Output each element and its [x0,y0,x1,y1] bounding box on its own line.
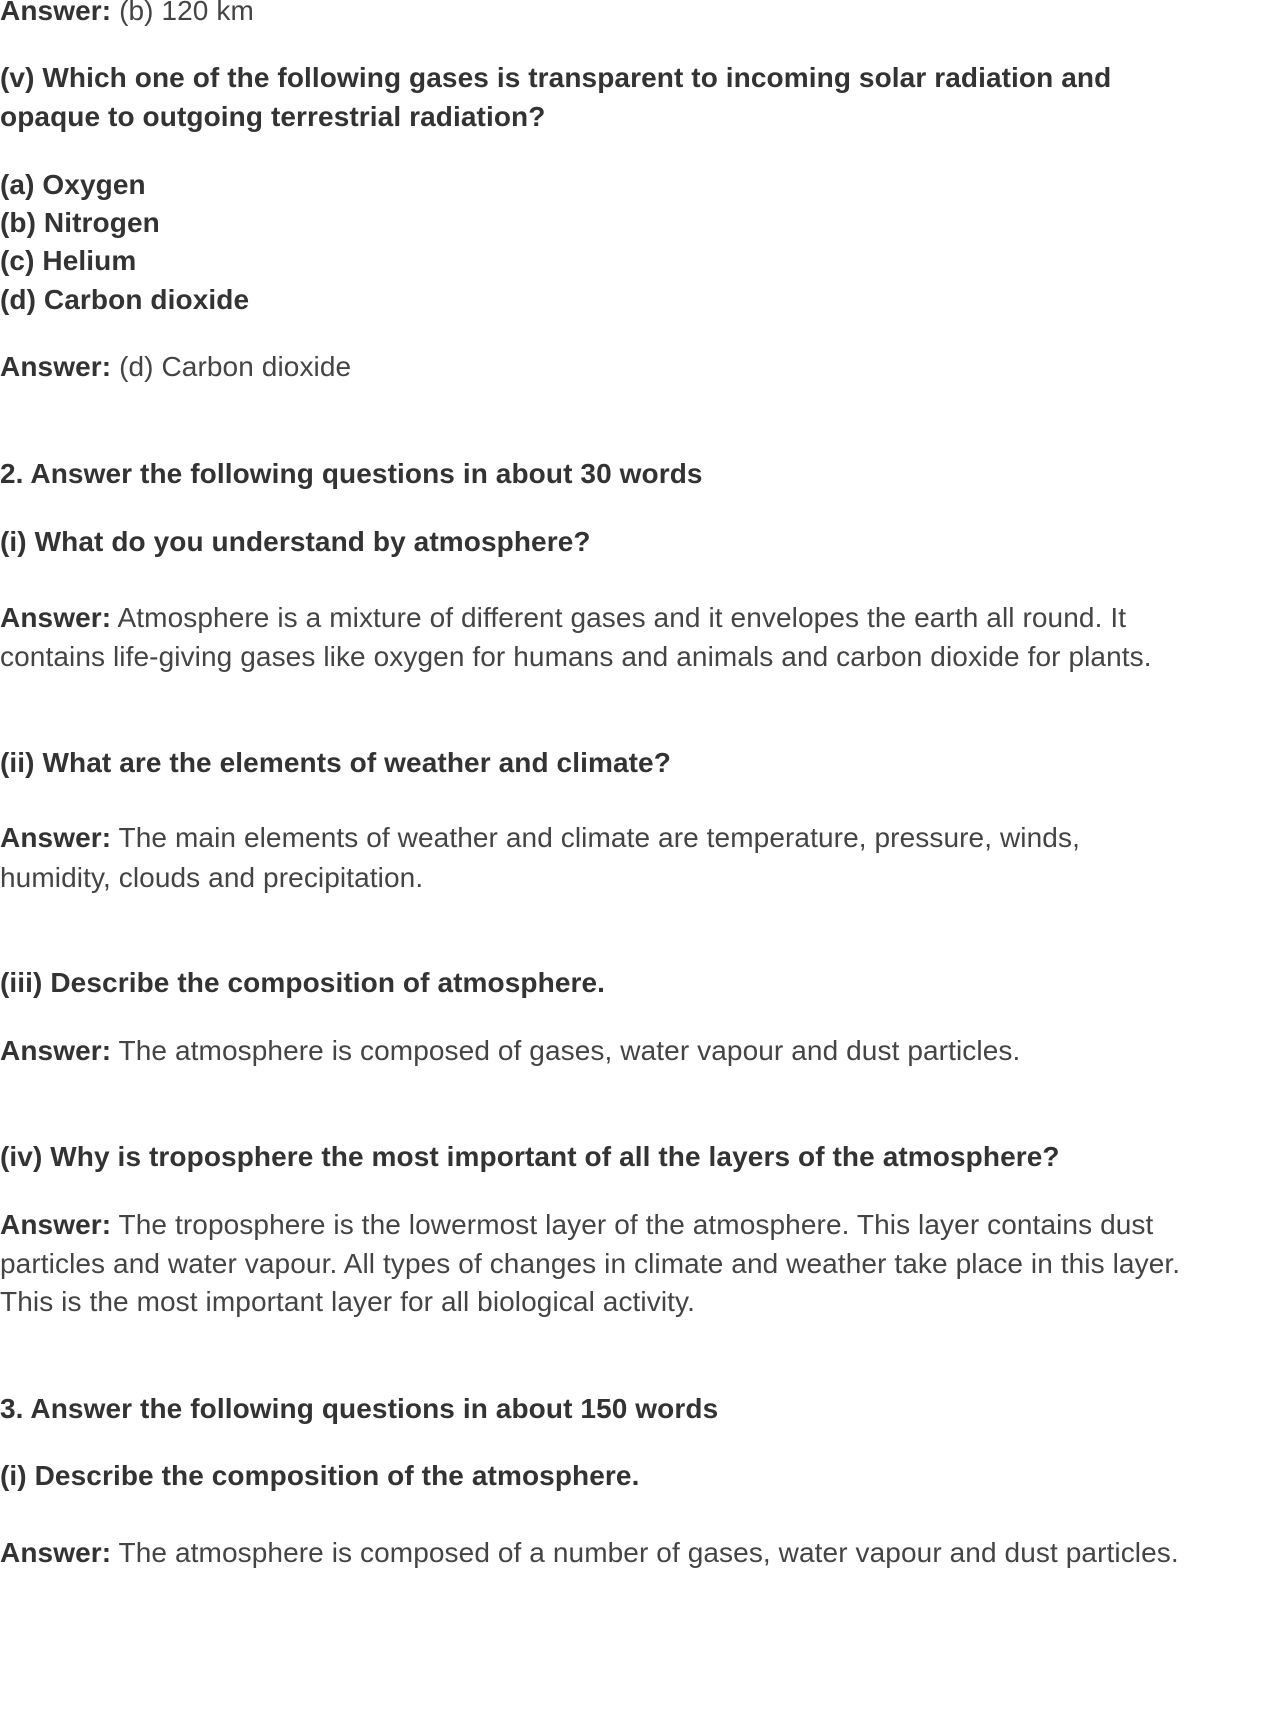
option-a: (a) Oxygen [0,169,146,200]
section-2-answer-4-line-2: particles and water vapour. All types of changes in climate and weather take place in this layer. [0,1248,1181,1279]
answer-label: Answer: [0,1035,112,1066]
answer-label: Answer: [0,351,112,382]
answer-label: Answer: [0,0,112,26]
section-2-question-2: (ii) What are the elements of weather and climate? [0,747,671,778]
section-2-answer-3: Answer: The atmosphere is composed of gases, water vapour and dust particles. [0,1035,1021,1066]
answer-label: Answer: [0,602,112,633]
answer-label: Answer: [0,1537,112,1568]
section-2-question-1: (i) What do you understand by atmosphere? [0,526,591,557]
question-v-line-1: (v) Which one of the following gases is transparent to incoming solar radiation and [0,62,1112,93]
section-2-answer-4-line-3: This is the most important layer for all biological activity. [0,1286,695,1317]
question-v-line-2: opaque to outgoing terrestrial radiation? [0,101,546,132]
section-2-answer-4-line-1: Answer: The troposphere is the lowermost layer of the atmosphere. This layer contains dust [0,1209,1154,1240]
section-3-answer-1-line-1: Answer: The atmosphere is composed of a number of gases, water vapour and dust particles. [0,1537,1179,1568]
option-c: (c) Helium [0,245,137,276]
section-2-question-4: (iv) Why is troposphere the most important of all the layers of the atmosphere? [0,1141,1060,1172]
section-3-heading: 3. Answer the following questions in about 150 words [0,1393,719,1424]
section-2-answer-2-line-2: humidity, clouds and precipitation. [0,862,424,893]
section-2-answer-1-line-1: Answer: Atmosphere is a mixture of different gases and it envelopes the earth all round. It [0,602,1127,633]
answer-v: Answer: (d) Carbon dioxide [0,351,352,382]
section-2-answer-2-line-1: Answer: The main elements of weather and climate are temperature, pressure, winds, [0,822,1080,853]
section-2-answer-1-line-2: contains life-giving gases like oxygen for humans and animals and carbon dioxide for plants. [0,641,1152,672]
section-2-heading: 2. Answer the following questions in about 30 words [0,458,703,489]
answer-label: Answer: [0,1209,112,1240]
option-b: (b) Nitrogen [0,207,160,238]
section-2-question-3: (iii) Describe the composition of atmosphere. [0,967,606,998]
answer-label: Answer: [0,822,112,853]
section-3-question-1: (i) Describe the composition of the atmosphere. [0,1460,640,1491]
option-d: (d) Carbon dioxide [0,284,250,315]
answer-iv: Answer: (b) 120 km [0,0,254,28]
